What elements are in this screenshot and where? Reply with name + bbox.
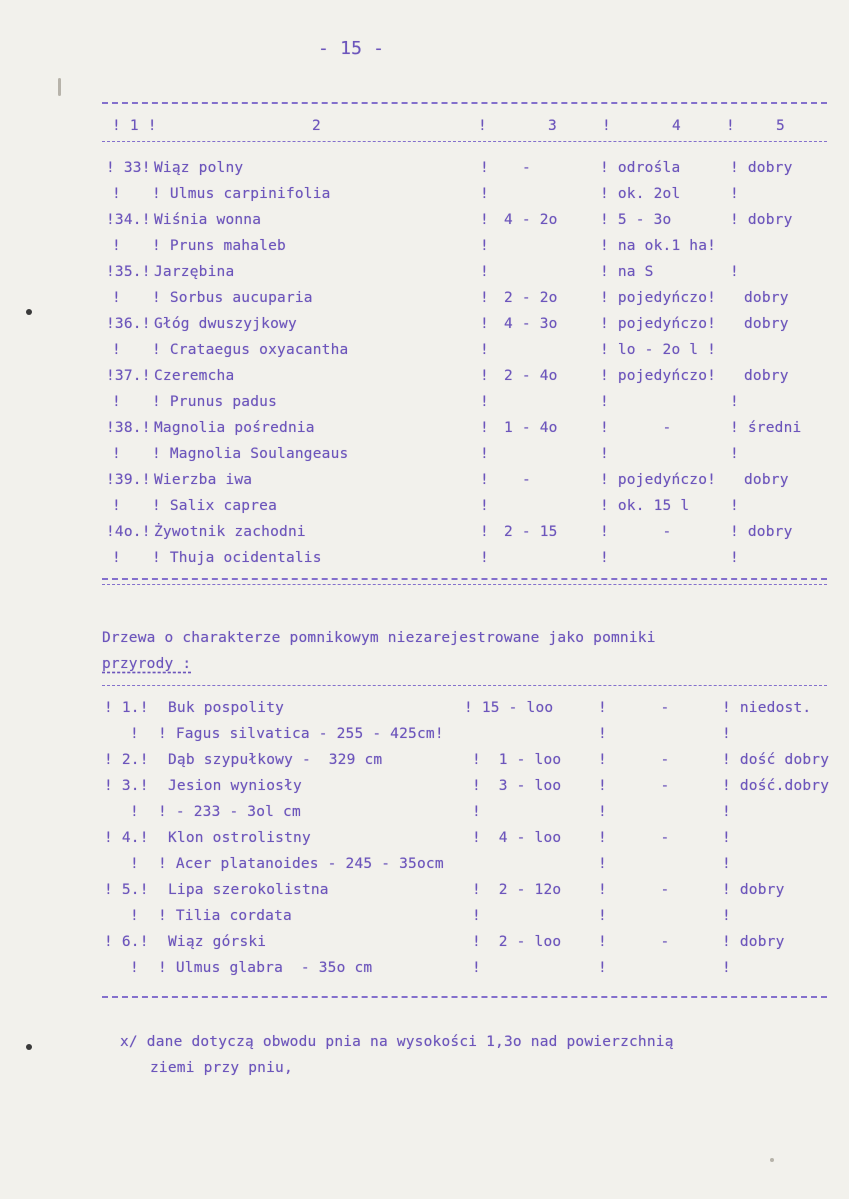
cell-name: ! Prunus padus	[152, 394, 278, 410]
cell-name: Magnolia pośrednia	[154, 420, 315, 436]
table-row	[0, 264, 849, 290]
cell-state: !	[722, 856, 731, 872]
table-row	[0, 472, 849, 498]
cell-state: dobry	[744, 368, 789, 384]
cell-no: !37.!	[106, 368, 151, 384]
cell-state: !	[722, 726, 731, 742]
cell-state: !	[730, 446, 739, 462]
cell-state: !	[722, 908, 731, 924]
cell-name: ! Tilia cordata	[158, 908, 292, 924]
table-row	[0, 238, 849, 264]
cell-count: ! na S	[600, 264, 654, 280]
cell-count: ! lo - 2o l !	[600, 342, 717, 358]
cell-age: !	[472, 908, 481, 924]
header-col3: 3	[548, 118, 557, 134]
cell-name: Wiąz polny	[154, 160, 244, 176]
table-row	[0, 212, 849, 238]
cell-no: ! 2.!	[104, 752, 149, 768]
cell-age: ! 2 - loo	[472, 934, 562, 950]
cell-sep: !	[480, 498, 489, 514]
cell-no: !	[130, 960, 139, 976]
paper-speck	[770, 1158, 774, 1162]
table1-bottom-rule	[102, 578, 827, 580]
cell-state: ! dobry	[730, 212, 793, 228]
cell-name: ! Magnolia Soulangeaus	[152, 446, 349, 462]
cell-no: ! 6.!	[104, 934, 149, 950]
table-row	[0, 934, 849, 960]
cell-state: ! niedost.	[722, 700, 812, 716]
cell-count: !	[600, 394, 609, 410]
cell-sep: !	[480, 420, 489, 436]
cell-name: Klon ostrolistny	[168, 830, 311, 846]
cell-state: ! dość.dobry	[722, 778, 830, 794]
table-row	[0, 290, 849, 316]
table-row	[0, 778, 849, 804]
cell-age: 2 - 2o	[504, 290, 558, 306]
cell-no: !	[112, 342, 121, 358]
cell-count: ! odrośla	[600, 160, 681, 176]
cell-no: !39.!	[106, 472, 151, 488]
cell-name: Jarzębina	[154, 264, 235, 280]
table-row	[0, 316, 849, 342]
cell-state: !	[730, 498, 739, 514]
cell-count: !	[600, 550, 609, 566]
cell-state: dobry	[744, 316, 789, 332]
cell-age: 1 - 4o	[504, 420, 558, 436]
cell-count: ! -	[598, 934, 670, 950]
cell-count: ! na ok.1 ha!	[600, 238, 717, 254]
section-heading-line2: przyrody :	[102, 656, 192, 672]
cell-count: !	[598, 960, 607, 976]
cell-name: ! Crataegus oxyacantha	[152, 342, 349, 358]
header-col2: 2	[312, 118, 321, 134]
table1-bottom-rule	[102, 584, 827, 585]
table-row	[0, 700, 849, 726]
footnote-line2: ziemi przy pniu,	[150, 1060, 293, 1076]
cell-count: ! -	[598, 700, 670, 716]
cell-no: !	[130, 908, 139, 924]
cell-name: Wierzba iwa	[154, 472, 253, 488]
cell-sep: !	[480, 368, 489, 384]
cell-sep: !	[480, 394, 489, 410]
cell-sep: !	[480, 550, 489, 566]
cell-no: !	[130, 856, 139, 872]
cell-count: ! pojedyńczo!	[600, 368, 717, 384]
cell-count: !	[600, 446, 609, 462]
cell-name: ! Ulmus carpinifolia	[152, 186, 331, 202]
cell-count: ! pojedyńczo!	[600, 290, 717, 306]
cell-name: Wiąz górski	[168, 934, 267, 950]
paper-mark	[58, 78, 61, 96]
cell-name: Żywotnik zachodni	[154, 524, 306, 540]
cell-name: Głóg dwuszyjkowy	[154, 316, 297, 332]
cell-age: ! 4 - loo	[472, 830, 562, 846]
cell-name: Lipa szerokolistna	[168, 882, 329, 898]
cell-state: !	[730, 186, 739, 202]
cell-age: ! 15 - loo	[464, 700, 554, 716]
cell-sep: !	[480, 524, 489, 540]
cell-state: ! średni	[730, 420, 802, 436]
cell-state: !	[730, 394, 739, 410]
cell-name: Jesion wyniosły	[168, 778, 302, 794]
table-row	[0, 752, 849, 778]
table-row	[0, 908, 849, 934]
cell-age: 4 - 3o	[504, 316, 558, 332]
table-row	[0, 368, 849, 394]
cell-count: !	[598, 804, 607, 820]
cell-name: Dąb szypułkowy - 329 cm	[168, 752, 383, 768]
cell-count: ! -	[598, 752, 670, 768]
footnote-line1: x/ dane dotyczą obwodu pnia na wysokości 1,3o nad powierzchnią	[120, 1034, 674, 1050]
cell-count: ! ok. 2ol	[600, 186, 681, 202]
cell-no: ! 1.!	[104, 700, 149, 716]
table-row	[0, 524, 849, 550]
table-row	[0, 960, 849, 986]
cell-age: ! 3 - loo	[472, 778, 562, 794]
cell-name: ! Ulmus glabra - 35o cm	[158, 960, 373, 976]
cell-age: ! 1 - loo	[472, 752, 562, 768]
cell-name: ! Thuja ocidentalis	[152, 550, 322, 566]
table2-bottom-rule	[102, 996, 827, 998]
cell-age: ! 2 - 12o	[472, 882, 562, 898]
table-row	[0, 498, 849, 524]
cell-state: ! dość dobry	[722, 752, 830, 768]
cell-count: ! 5 - 3o	[600, 212, 672, 228]
cell-name: ! Acer platanoides - 245 - 35ocm	[158, 856, 444, 872]
cell-count: ! -	[598, 830, 670, 846]
table-row	[0, 446, 849, 472]
cell-age: -	[522, 160, 531, 176]
cell-sep: !	[480, 212, 489, 228]
cell-no: !4o.!	[106, 524, 151, 540]
cell-state: !	[730, 550, 739, 566]
cell-sep: !	[480, 446, 489, 462]
cell-no: !	[130, 804, 139, 820]
header-col1: ! 1 !	[112, 118, 157, 134]
cell-count: ! pojedyńczo!	[600, 472, 717, 488]
cell-no: !36.!	[106, 316, 151, 332]
header-col4: 4	[672, 118, 681, 134]
table-row	[0, 420, 849, 446]
header-col5: 5	[776, 118, 785, 134]
table-row	[0, 160, 849, 186]
cell-age: -	[522, 472, 531, 488]
cell-sep: !	[480, 472, 489, 488]
cell-no: !	[112, 394, 121, 410]
cell-sep: !	[480, 160, 489, 176]
cell-no: ! 4.!	[104, 830, 149, 846]
table-row	[0, 186, 849, 212]
cell-no: !	[112, 186, 121, 202]
cell-name: ! Pruns mahaleb	[152, 238, 286, 254]
cell-count: ! ok. 15 l	[600, 498, 690, 514]
cell-no: !35.!	[106, 264, 151, 280]
table-row	[0, 550, 849, 576]
cell-no: !38.!	[106, 420, 151, 436]
cell-name: ! Salix caprea	[152, 498, 278, 514]
cell-age: 2 - 4o	[504, 368, 558, 384]
cell-count: ! pojedyńczo!	[600, 316, 717, 332]
cell-name: ! - 233 - 3ol cm	[158, 804, 301, 820]
table-row	[0, 394, 849, 420]
cell-age: 2 - 15	[504, 524, 558, 540]
table-row	[0, 856, 849, 882]
header-rule	[102, 141, 827, 142]
cell-state: dobry	[744, 472, 789, 488]
cell-state: !	[722, 804, 731, 820]
cell-count: ! -	[598, 882, 670, 898]
cell-sep: !	[480, 316, 489, 332]
section-heading-line1: Drzewa o charakterze pomnikowym niezarejestrowane jako pomniki	[102, 630, 656, 646]
cell-no: !	[112, 550, 121, 566]
cell-sep: !	[480, 290, 489, 306]
table-row	[0, 726, 849, 752]
cell-no: !	[112, 238, 121, 254]
cell-state: !	[722, 830, 731, 846]
cell-state: ! dobry	[722, 934, 785, 950]
cell-name: Wiśnia wonna	[154, 212, 262, 228]
cell-state: !	[730, 264, 739, 280]
cell-no: !	[112, 498, 121, 514]
cell-no: ! 3.!	[104, 778, 149, 794]
cell-age: 4 - 2o	[504, 212, 558, 228]
cell-no: !	[130, 726, 139, 742]
cell-state: ! dobry	[730, 524, 793, 540]
cell-no: !	[112, 446, 121, 462]
cell-name: ! Fagus silvatica - 255 - 425cm!	[158, 726, 444, 742]
cell-count: ! -	[600, 420, 672, 436]
page-number: - 15 -	[318, 38, 385, 59]
cell-no: ! 33!	[106, 160, 151, 176]
top-rule	[102, 102, 827, 104]
cell-no: ! 5.!	[104, 882, 149, 898]
cell-count: !	[598, 856, 607, 872]
cell-state: ! dobry	[722, 882, 785, 898]
cell-age: !	[472, 804, 481, 820]
cell-state: !	[722, 960, 731, 976]
cell-name: Buk pospolity	[168, 700, 285, 716]
cell-sep: !	[480, 342, 489, 358]
header-sep: !	[478, 118, 487, 134]
cell-age: !	[472, 960, 481, 976]
table-row	[0, 342, 849, 368]
cell-state: ! dobry	[730, 160, 793, 176]
cell-count: ! -	[600, 524, 672, 540]
table-row	[0, 830, 849, 856]
cell-no: !34.!	[106, 212, 151, 228]
header-sep: !	[602, 118, 611, 134]
cell-count: !	[598, 908, 607, 924]
cell-no: !	[112, 290, 121, 306]
cell-sep: !	[480, 264, 489, 280]
cell-name: ! Sorbus aucuparia	[152, 290, 313, 306]
table-row	[0, 882, 849, 908]
cell-count: ! -	[598, 778, 670, 794]
cell-name: Czeremcha	[154, 368, 235, 384]
cell-sep: !	[480, 238, 489, 254]
table2-top-rule	[102, 685, 827, 686]
cell-sep: !	[480, 186, 489, 202]
header-sep: !	[726, 118, 735, 134]
table-row	[0, 804, 849, 830]
cell-state: dobry	[744, 290, 789, 306]
cell-count: !	[598, 726, 607, 742]
